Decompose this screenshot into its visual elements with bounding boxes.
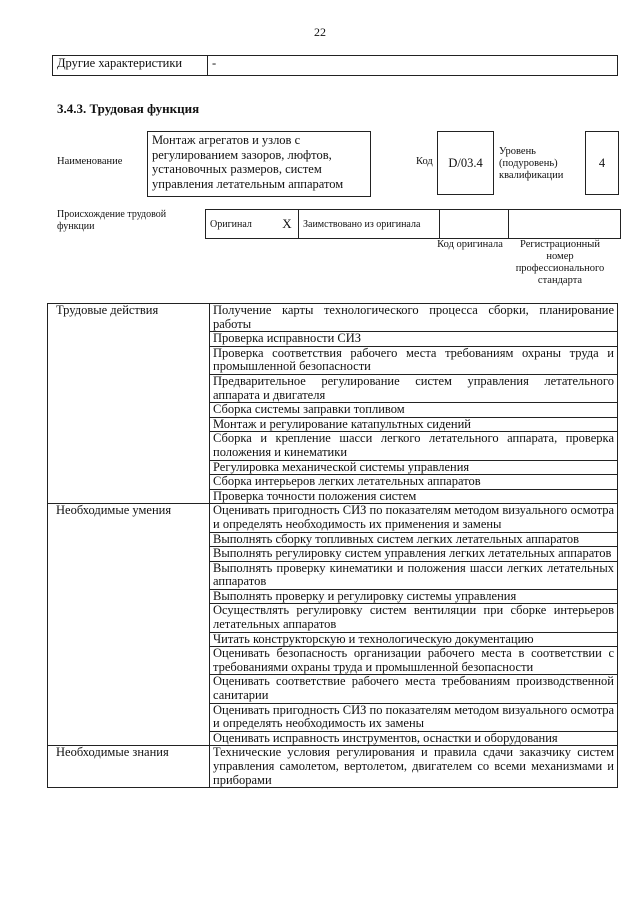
table-row (48, 675, 618, 703)
section-category-label: Необходимые умения (48, 504, 210, 532)
original-code-caption: Код оригинала (437, 239, 503, 250)
table-row (48, 489, 618, 504)
section-category-cell (48, 475, 210, 490)
section-item: Выполнять проверку кинематики и положения шасси легких летательных аппаратов (210, 561, 618, 589)
section-item: Сборка и крепление шасси легкого летательного аппарата, проверка положения и кинематики (210, 432, 618, 460)
table-row (48, 731, 618, 746)
table-row (48, 475, 618, 490)
table-row (48, 432, 618, 460)
section-category-cell (48, 703, 210, 731)
section-category-cell (48, 647, 210, 675)
section-item: Оценивать соответствие рабочего места требованиям производственной санитарии (210, 675, 618, 703)
section-item: Предварительное регулирование систем управления летательного аппарата и двигателя (210, 374, 618, 402)
section-item: Оценивать пригодность СИЗ по показателям методом визуального осмотра и определять необходимость их замены (210, 703, 618, 731)
section-category-cell (48, 346, 210, 374)
section-item: Получение карты технологического процесса сборки, планирование работы (210, 304, 618, 332)
section-category-cell (48, 460, 210, 475)
section-category-cell (48, 432, 210, 460)
table-row (48, 417, 618, 432)
table-row (48, 589, 618, 604)
table-row (48, 604, 618, 632)
section-category-cell (48, 547, 210, 562)
table-row (48, 346, 618, 374)
borrowed-label: Заимствовано из оригинала (299, 210, 440, 239)
section-category-label: Трудовые действия (48, 304, 210, 332)
table-row (48, 561, 618, 589)
function-code-box: D/03.4 (437, 131, 494, 195)
table-row (48, 374, 618, 402)
section-category-cell (48, 489, 210, 504)
table-row (48, 532, 618, 547)
section-category-cell (48, 403, 210, 418)
section-category-cell (48, 604, 210, 632)
page-number: 22 (314, 25, 326, 39)
section-item: Оценивать безопасность организации рабочего места в соответствии с требованиями охраны труда и промышленной безопасности (210, 647, 618, 675)
table-row (48, 647, 618, 675)
section-category-cell (48, 731, 210, 746)
table-row (48, 703, 618, 731)
section-category-cell (48, 675, 210, 703)
qualification-level-label: Уровень (подуровень) квалификации (499, 146, 564, 181)
qualification-level-box: 4 (585, 131, 619, 195)
section-category-cell (48, 589, 210, 604)
section-category-cell (48, 561, 210, 589)
original-label: Оригинал (206, 210, 277, 239)
section-category-cell (48, 332, 210, 347)
original-code-cell (440, 210, 509, 239)
table-row (48, 460, 618, 475)
section-item: Сборка интерьеров легких летательных аппаратов (210, 475, 618, 490)
section-item: Регулировка механической системы управления (210, 460, 618, 475)
table-row (48, 547, 618, 562)
section-item: Оценивать исправность инструментов, оснастки и оборудования (210, 731, 618, 746)
section-item: Выполнять проверку и регулировку системы управления (210, 589, 618, 604)
section-item: Проверка точности положения систем (210, 489, 618, 504)
name-label: Наименование (57, 156, 123, 167)
section-item: Выполнять регулировку систем управления легких летательных аппаратов (210, 547, 618, 562)
registration-number-caption: Регистрационный номер профессионального стандарта (515, 239, 605, 286)
function-details-table (47, 303, 618, 788)
original-mark: X (276, 210, 299, 239)
function-name-box: Монтаж агрегатов и узлов с регулированием зазоров, люфтов, установочных размеров, систем управления летательным аппаратом (147, 131, 371, 197)
table-row (48, 504, 618, 532)
section-item: Сборка системы заправки топливом (210, 403, 618, 418)
table-row (48, 746, 618, 788)
section-category-cell (48, 374, 210, 402)
section-category-cell (48, 532, 210, 547)
table-row (48, 403, 618, 418)
other-characteristics-value: - (208, 56, 618, 76)
section-item: Проверка исправности СИЗ (210, 332, 618, 347)
section-item: Оценивать пригодность СИЗ по показателям методом визуального осмотра и определять необходимость их применения и замены (210, 504, 618, 532)
section-category-label: Необходимые знания (48, 746, 210, 788)
section-item: Выполнять сборку топливных систем легких летательных аппаратов (210, 532, 618, 547)
table-row (48, 304, 618, 332)
other-characteristics-label: Другие характеристики (53, 56, 208, 76)
origin-label: Происхождение трудовой функции (57, 209, 167, 232)
table-row (48, 332, 618, 347)
section-item: Читать конструкторскую и технологическую документацию (210, 632, 618, 647)
table-row (48, 632, 618, 647)
code-label: Код (416, 156, 433, 167)
other-characteristics-table (52, 55, 618, 76)
section-item: Технические условия регулирования и правила сдачи заказчику систем управления самолетом, вертолетом, двигателем со всеми механизмами и приборами (210, 746, 618, 788)
section-item: Проверка соответствия рабочего места требованиям охраны труда и промышленной безопасности (210, 346, 618, 374)
section-category-cell (48, 632, 210, 647)
registration-number-cell (509, 210, 621, 239)
origin-table (205, 209, 621, 239)
section-category-cell (48, 417, 210, 432)
section-title: 3.4.3. Трудовая функция (57, 101, 200, 116)
section-item: Осуществлять регулировку систем вентиляции при сборке интерьеров летательных аппаратов (210, 604, 618, 632)
section-item: Монтаж и регулирование катапультных сидений (210, 417, 618, 432)
